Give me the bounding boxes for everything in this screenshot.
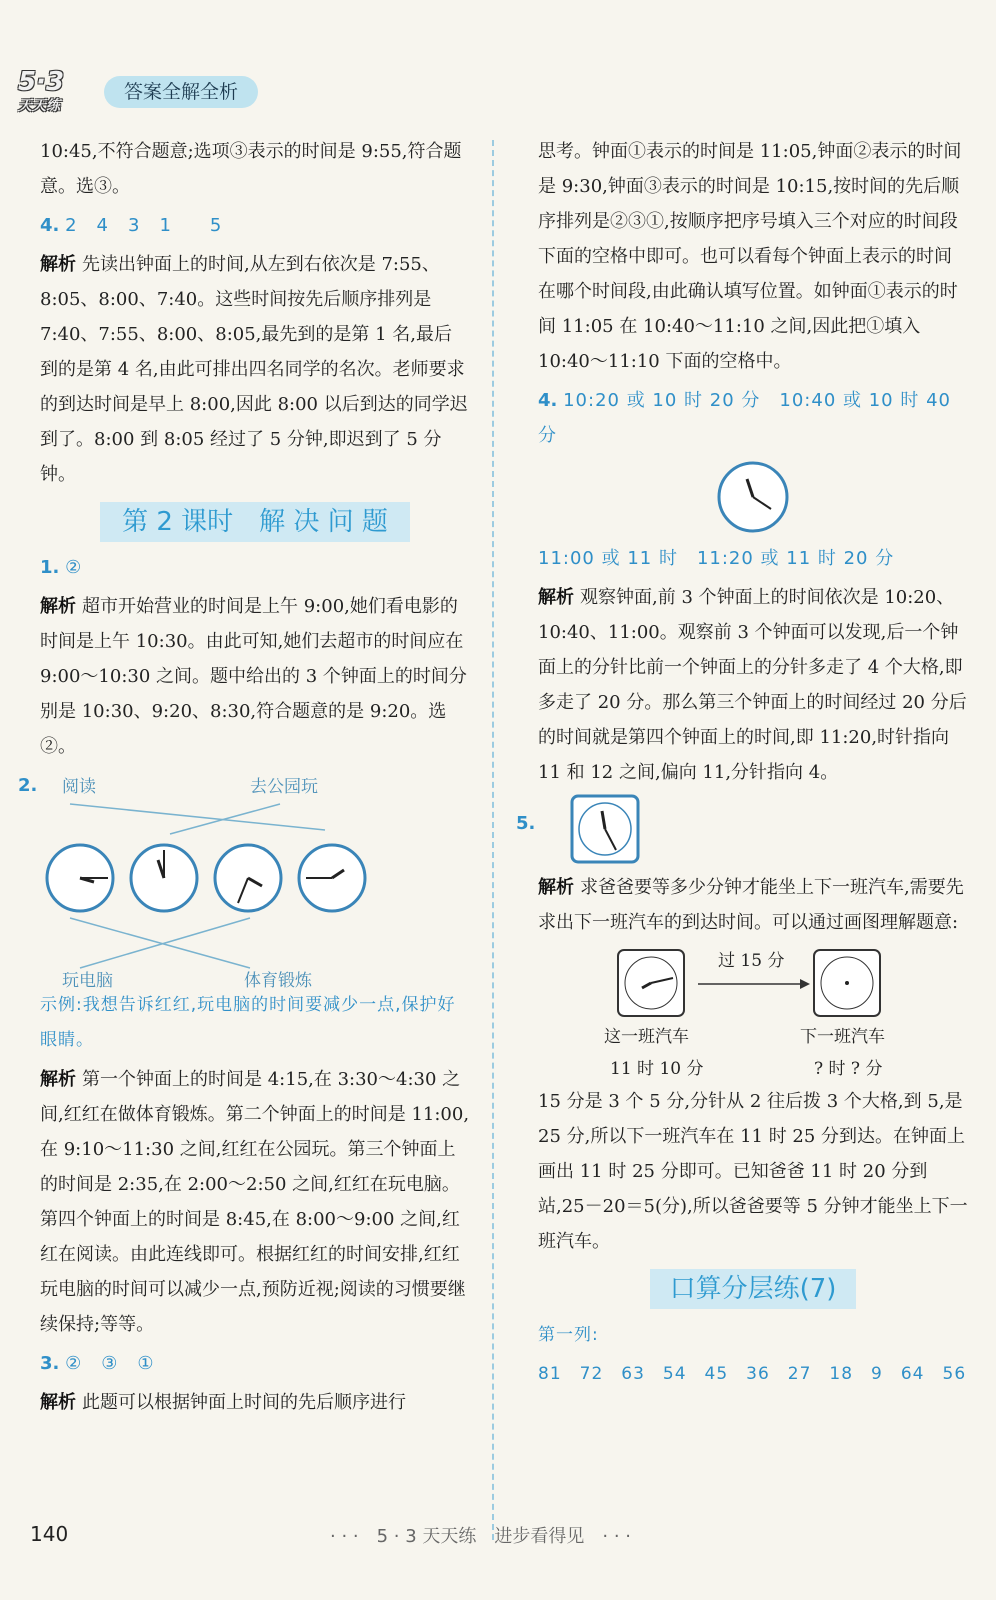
clock-face-3 bbox=[215, 845, 281, 911]
explanation bbox=[538, 580, 968, 790]
paragraph: 10:45,不符合题意;选项③表示的时间是 9:55,符合题意。选③。 bbox=[40, 141, 462, 197]
explanation bbox=[40, 1385, 470, 1420]
activity-label-pc: 玩电脑 bbox=[62, 971, 113, 991]
brand-logo: 5·3 天天练 bbox=[18, 67, 65, 114]
explanation-label: 解析 bbox=[40, 254, 76, 275]
next-bus-time: ? 时 ? 分 bbox=[814, 1059, 883, 1079]
arrow-head bbox=[800, 979, 810, 989]
explanation-label: 解析 bbox=[40, 1392, 76, 1413]
question-number: 2. bbox=[18, 775, 38, 796]
lesson-title-text: 第 2 课时 解 决 问 题 bbox=[100, 502, 410, 542]
answer-line bbox=[40, 550, 470, 585]
answer-text: ② ③ ① bbox=[65, 1353, 155, 1374]
example-answer: 示例:我想告诉红红,玩电脑的时间要减少一点,保护好眼睛。 bbox=[40, 995, 456, 1050]
question-number: 4. bbox=[40, 215, 60, 236]
clock-face-1 bbox=[47, 845, 113, 911]
link-line bbox=[170, 804, 280, 834]
clock-face-4 bbox=[299, 845, 365, 911]
explanation-label: 解析 bbox=[40, 1069, 76, 1090]
answer-text: 11:00 或 11 时 11:20 或 11 时 20 分 bbox=[538, 548, 895, 569]
activity-label-read: 阅读 bbox=[62, 777, 96, 797]
matching-lines bbox=[40, 768, 470, 988]
column-values: 81 72 63 54 45 36 27 18 9 64 56 bbox=[538, 1364, 967, 1384]
clock-illustration bbox=[538, 457, 968, 541]
paragraph: 15 分是 3 个 5 分,分针从 2 往后拨 3 个大格,到 5,是 25 分,所以下一班汽车在 11 时 25 分到达。在钟面上画出 11 时 25 分即可。已知爸爸 11 时 20 分到站,25－20＝5(分),所以爸爸要等 5 分钟才能坐上下一班汽车。 bbox=[538, 1091, 968, 1252]
arrow-label: 过 15 分 bbox=[718, 951, 785, 971]
explanation-label: 解析 bbox=[538, 587, 574, 608]
answer-text: 2 4 3 1 5 bbox=[65, 215, 223, 236]
clock-face bbox=[570, 794, 642, 866]
left-column bbox=[18, 134, 470, 1424]
question-number: 5. bbox=[516, 813, 536, 834]
column-label: 第一列: bbox=[538, 1325, 599, 1345]
answer-line bbox=[40, 1346, 470, 1381]
explanation-text: 第一个钟面上的时间是 4:15,在 3:30～4:30 之间,红红在做体育锻炼。第二个钟面上的时间是 11:00,在 9:10～11:30 之间,红红在公园玩。第三个钟面上的时间是 2:35,在 2:00～2:50 之间,红红在玩电脑。第四个钟面上的时间是 8:45,在 8:00～9:00 之间,红红在阅读。由此连线即可。根据红红的时间安排,红红玩电脑的时间可以减少一点,预防近视;阅读的习惯要继续保持;等等。 bbox=[40, 1069, 470, 1335]
explanation bbox=[538, 870, 968, 940]
lesson-title bbox=[40, 502, 470, 542]
matching-diagram bbox=[18, 768, 470, 991]
question-number: 1. bbox=[40, 557, 60, 578]
activity-label-sport: 体育锻炼 bbox=[244, 971, 312, 991]
clock-face-2 bbox=[131, 845, 197, 911]
current-bus-time: 11 时 10 分 bbox=[610, 1059, 704, 1079]
explanation-label: 解析 bbox=[40, 596, 76, 617]
explanation-text: 求爸爸要等多少分钟才能坐上下一班汽车,需要先求出下一班汽车的到达时间。可以通过画图理解题意: bbox=[538, 877, 964, 933]
page-number: 140 bbox=[30, 1522, 69, 1546]
section-tag: 答案全解全析 bbox=[104, 76, 258, 108]
column-divider bbox=[492, 140, 494, 1540]
quick-calc-title-text: 口算分层练(7) bbox=[650, 1269, 857, 1309]
explanation-text: 此题可以根据钟面上时间的先后顺序进行 bbox=[82, 1392, 406, 1413]
bus-time-diagram bbox=[538, 944, 968, 1084]
explanation-text: 观察钟面,前 3 个钟面上的时间依次是 10:20、10:40、11:00。观察前 3 个钟面可以发现,后一个钟面上的分针比前一个钟面上的分针多走了 4 个大格,即多走了 20 分。那么第三个钟面上的时间经过 20 分后的时间就是第四个钟面上的时间,即 11:20,时针指向 11 和 12 之间,偏向 11,分针指向 4。 bbox=[538, 587, 967, 783]
footer-slogan: · · · 5 · 3 天天练 进步看得见 · · · bbox=[330, 1526, 632, 1547]
quick-calc-title bbox=[538, 1269, 968, 1309]
explanation-label: 解析 bbox=[538, 877, 574, 898]
explanation-text: 先读出钟面上的时间,从左到右依次是 7:55、8:05、8:00、7:40。这些时间按先后顺序排列是 7:40、7:55、8:00、8:05,最先到的是第 1 名,最后到的是第 4 名,由此可排出四名同学的名次。老师要求的到达时间是早上 8:00,因此 8:00 以后到达的同学迟到了。8:00 到 8:05 经过了 5 分钟,即迟到了 5 分钟。 bbox=[40, 254, 468, 485]
question-number: 4. bbox=[538, 390, 558, 411]
question-number: 3. bbox=[40, 1353, 60, 1374]
answer-text: 10:20 或 10 时 20 分 10:40 或 10 时 40 分 bbox=[538, 390, 951, 446]
answer-line bbox=[538, 383, 968, 453]
next-bus-label: 下一班汽车 bbox=[800, 1027, 885, 1047]
clock-face bbox=[713, 457, 793, 537]
right-column bbox=[516, 134, 968, 1396]
answer-line bbox=[516, 794, 968, 870]
answer-text: ② bbox=[65, 557, 83, 578]
explanation bbox=[40, 589, 470, 764]
activity-label-park: 去公园玩 bbox=[250, 777, 318, 797]
answer-line bbox=[538, 1317, 968, 1353]
answer-line bbox=[40, 208, 470, 243]
paragraph: 思考。钟面①表示的时间是 11:05,钟面②表示的时间是 9:30,钟面③表示的时间是 10:15,按时间的先后顺序排列是②③①,按顺序把序号填入三个对应的时间段下面的空格中即可。也可以看每个钟面上表示的时间在哪个时间段,由此确认填写位置。如钟面①表示的时间 11:05 在 10:40～11:10 之间,因此把①填入 10:40～11:10 下面的空格中。 bbox=[538, 141, 962, 372]
explanation bbox=[40, 247, 470, 492]
explanation bbox=[40, 1062, 470, 1342]
explanation-text: 超市开始营业的时间是上午 9:00,她们看电影的时间是上午 10:30。由此可知,她们去超市的时间应在 9:00～10:30 之间。题中给出的 3 个钟面上的时间分别是 10:30、9:20、8:30,符合题意的是 9:20。选②。 bbox=[40, 596, 467, 757]
current-bus-label: 这一班汽车 bbox=[604, 1027, 689, 1047]
